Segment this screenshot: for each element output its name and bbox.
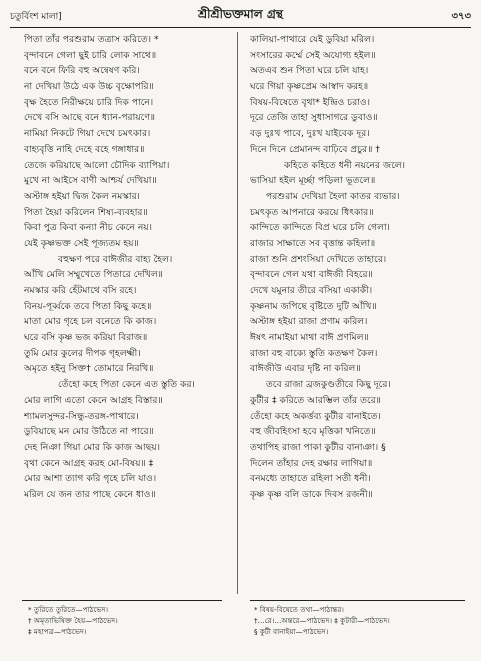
verse-line: মাতা মোর গৃহে চল বনেতে কি কাজ। — [24, 316, 157, 328]
footnote: * তুরিতে তুরিতে—পাঠভেদ। — [28, 605, 109, 614]
footnote: ‡ মহাপত্র—পাঠভেদ। — [28, 627, 87, 636]
verse-line: বৃন্দাবনে গেলা ছুই চারি লোক সাথে॥ — [24, 49, 157, 61]
footnote: * বিষয়-বিষেতে তথা—পাঠান্তর। — [254, 605, 344, 614]
verse-line: বাঈজীউ এবার দৃষ্টি না করিল॥ — [250, 363, 361, 375]
verse-line: বড় দুঃখ পাবে, দুঃখ যাইবেক দূর। — [250, 128, 370, 140]
verse-line: আঁখি মেলি সম্মুখেতে পিতারে দেখিল॥ — [24, 269, 163, 281]
page-header — [10, 6, 471, 26]
left-verse-column — [24, 32, 224, 503]
verse-line: কুটীর ‡ করিতে আরম্ভিল তাঁর তরে॥ — [250, 394, 381, 406]
verse-line: বনে বনে ফিরি বহু অন্বেষণ করি। — [24, 65, 140, 77]
verse-line: বৃথা কেনে আগ্রহ করহ মো-বিষয়॥ ‡ — [24, 457, 154, 469]
footnote-rule-right — [250, 600, 465, 601]
verse-line: রাজা বহু বাক্যে স্তুতি কতক্ষণ কৈল। — [250, 347, 378, 359]
chapter-label: চতুর্বিংশ মালা] — [10, 12, 62, 22]
footnote: § কুটী বানাইয়া—পাঠভেদ। — [254, 627, 329, 636]
column-divider — [237, 32, 238, 594]
verse-line: দিলেন তাঁহার দেহ রক্ষার লাগিয়া॥ — [250, 457, 373, 469]
verse-line: মোর লাগি এতো কেনে আগ্রহ বিস্তার॥ — [24, 394, 163, 406]
verse-line: কৃষ্ণ কৃষ্ণ বলি ডাকে দিবস রজনী॥ — [250, 488, 373, 500]
verse-line: অতএব শুন পিতা ঘরে চলি যাহ। — [250, 65, 369, 77]
verse-line: দেখে বসি আছে বনে ধ্যান-পরায়ণে॥ — [24, 112, 156, 124]
verse-line: মুখে না আইসে বাণী আশ্চর্য দেখিয়া॥ — [24, 175, 157, 187]
verse-line: ভাসিয়া হইল মূর্চ্ছা পড়িলা ভূতলে॥ — [250, 175, 376, 187]
verse-line: বহু জীবহিংসা হবে মৃত্তিকা খনিতে॥ — [250, 426, 376, 438]
verse-line: তুমি মোর কুলের দীপক গৃহলক্ষ্মী। — [24, 347, 141, 359]
verse-line: রাজার সাক্ষাতে সব বৃত্তান্ত কহিলা॥ — [250, 237, 376, 249]
verse-line: দিনে দিনে প্রেমানন্দ বাঢ়িবে প্রচুর॥ † — [250, 143, 380, 155]
verse-line: বাহ্যবৃত্তি নাহি দেহে বহে গঙ্গাধার॥ — [24, 143, 145, 155]
verse-line: দেখে যমুনার তীরে বসিয়া একাকী। — [250, 285, 373, 296]
verse-line: অস্টাঙ্গ হইয়া রাজা প্রণাম করিল। — [250, 316, 368, 328]
verse-line: বহুক্ষণ পরে বাঈজীর বাহ্য হৈল। — [58, 253, 173, 265]
verse-line: পরশুরাম দেখিয়া হৈলা কাতর ব্যভার। — [266, 190, 400, 202]
verse-line: পিতা হৈয়া করিলেন শিষ্য-ব্যবহার॥ — [24, 206, 148, 218]
verse-line: ঘরে গিয়া কৃষ্ণপ্রেম আস্বাদ করহ॥ — [250, 81, 369, 93]
verse-line: মোর আশা ত্যাগ করি গৃহে চলি যাও। — [24, 473, 157, 485]
verse-line: ঘরে বসি কৃষ্ণ ভজ করিয়া বিরাজ॥ — [24, 332, 148, 344]
verse-line: ডুবিয়াছে মন মোর উঠিতে না পারে॥ — [24, 426, 154, 438]
verse-line: বনমধ্যে তাহাতে রহিলা সতী ধনী। — [250, 473, 371, 485]
footnote-rule-left — [22, 600, 222, 601]
verse-line: দেহ নিঞা গিয়া মোর কি কাজ আছয়। — [24, 441, 161, 453]
verse-line: না দেখিয়া উঠে এক উচ্চ বৃক্ষোপরি॥ — [24, 81, 154, 93]
verse-line: বৃন্দাবনে গেল যথা বাঈজী বিহরে॥ — [250, 269, 373, 281]
verse-line: চমৎকৃত আপনারে করয়ে ধিৎকার॥ — [250, 206, 374, 218]
verse-line: ঈষৎ নামাইয়া মাথা বাঈ প্রণমিল॥ — [250, 332, 369, 344]
verse-line: রাজা শুনি প্রশংসিয়া দেখিতে তাহারে। — [250, 253, 387, 265]
footnote: † অমৃতাভিষিক্ত হৈয়—পাঠভেদ। — [28, 616, 118, 625]
verse-line: কিবা পুত্র কিবা কন্যা নীচ কেনে নয়। — [24, 222, 153, 234]
verse-line: তেঁহো কহে পিতা কেনে এত স্তুতি কর। — [58, 379, 195, 391]
verse-line: কালিয়া-পাথারে যেই ডুবিয়া মরিল। — [250, 34, 375, 45]
verse-line: নমস্কার করি হেঁটমাথে বসি রহে। — [24, 285, 137, 296]
page-number: ৩৭৩ — [451, 11, 471, 22]
footnotes-left — [28, 604, 228, 637]
verse-line: অস্টাঙ্গ হইয়া দ্বিজ কৈল নমস্কার। — [24, 190, 140, 202]
verse-line: অমৃতে হইনু সিক্ত† তোমারে নিরখি॥ — [24, 363, 154, 375]
header-rule — [10, 27, 471, 28]
verse-line: পিতা তাঁর পরশুরাম তত্রাস করিতে। * — [24, 34, 159, 45]
verse-line: কহিতে কহিতে ধনী নয়নের জলে। — [284, 159, 406, 171]
book-title: শ্রীশ্রীভক্তমাল গ্রন্থ — [198, 7, 283, 21]
footnotes-right — [254, 604, 469, 637]
footnote: †…রে।…অন্তরে—পাঠভেদ। ‡ কুটারী—পাঠভেদ। — [254, 616, 390, 625]
verse-line: শ্যামলসুন্দর-সিন্ধু-তরঙ্গ-পাথারে। — [24, 410, 139, 422]
verse-line: যেই কৃষ্ণভক্ত সেই পূজ্যতম হয়॥ — [24, 237, 139, 249]
verse-line: নামিয়া নিকটে গিয়া দেখে চমৎকার। — [24, 128, 151, 140]
right-verse-column — [250, 32, 465, 503]
verse-line: দূরে তেজি তাহা সুধাসাগরে ডুবাও॥ — [250, 112, 378, 124]
verse-line: তেজে করিয়াছে আলো চৌদিক ব্যাপিয়া। — [24, 159, 170, 171]
verse-line: কান্দিতে কান্দিতে বিপ্র ঘরে চলি গেলা। — [250, 222, 390, 234]
verse-line: তেঁহো কহে অকর্ত্তব্য কুটীর বানাইতে। — [250, 410, 381, 422]
verse-line: তথাপিহ রাজা পাকা কুটীর বানাঞা। § — [250, 441, 386, 453]
verse-line: বৃক্ষ হৈতে নিরীক্ষয়ে চারি দিক পানে। — [24, 96, 154, 108]
verse-line: কৃষ্ণনাম জপিছে বৃষ্টিতে দুটি আঁখি॥ — [250, 300, 377, 312]
verse-line: মরিল যে জন তার পাছে কেনে ধাও॥ — [24, 488, 156, 500]
verse-line: বিষয়-বিষেতে বৃথা* ইন্দ্রিও চরাও। — [250, 96, 371, 108]
verse-line: তবে রাজা ব্রজকুণ্ডতীরে কিছু দূরে। — [266, 379, 391, 391]
verse-line: সংসারের কর্ম্মে সেই অযোগ্য হইল॥ — [250, 49, 376, 61]
verse-line: বিনয়-পূর্ব্বকে তবে পিতা কিছু কহে॥ — [24, 300, 152, 312]
